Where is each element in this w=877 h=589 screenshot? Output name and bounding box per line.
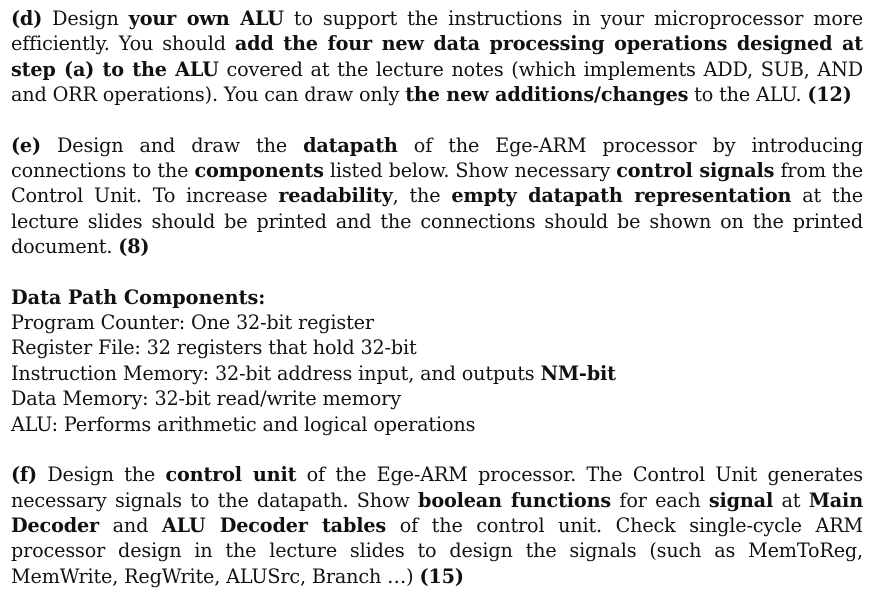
component-alu (11, 412, 863, 437)
text-run: , the (392, 184, 452, 208)
bold-text-run: (f) (11, 463, 37, 487)
bold-text-run: control signals (616, 159, 775, 183)
component-instruction-memory (11, 361, 863, 386)
component-program-counter (11, 310, 863, 335)
text-run: Program Counter: One 32-bit register (11, 311, 374, 335)
text-run: at (773, 488, 809, 512)
datapath-components-list (11, 285, 863, 437)
bold-text-run: ALU Decoder tables (161, 513, 387, 537)
text-run: covered at the lecture notes (which implements ADD, SUB, AND and ORR operations). You can draw only (11, 57, 863, 107)
text-run: for each (611, 488, 709, 512)
bold-text-run: the new additions/changes (405, 83, 689, 107)
text-run: Instruction Memory: 32-bit address input, and outputs (11, 361, 541, 385)
component-data-memory (11, 386, 863, 411)
bold-text-run: your own ALU (128, 7, 284, 30)
bold-text-run: empty datapath representation (451, 184, 792, 208)
text-run: Design the (36, 463, 166, 487)
bold-text-run: signal (708, 488, 774, 512)
bold-text-run: NM-bit (540, 361, 616, 385)
text-run: of the Ege-ARM processor. The Control Unit generates necessary signals to the datapath. Show (11, 463, 863, 512)
text-run: and (99, 513, 162, 537)
components-title: Data Path Components: (11, 285, 266, 309)
component-register-file (11, 335, 863, 360)
text-run: Design and draw the (40, 133, 304, 157)
text-run: Register File: 32 registers that hold 32-bit (11, 336, 417, 360)
bold-text-run: components (194, 159, 324, 183)
text-run: of the Ege-ARM processor by introducing connections to the (11, 133, 863, 183)
bold-text-run: Main Decoder (11, 488, 863, 537)
text-run: of the control unit. Check single-cycle ARM processor design in the lecture slides to design the signals (such as MemToReg, MemWrite, RegWrite, ALUSrc, Branch …) (11, 513, 864, 588)
bold-text-run: (e) (11, 133, 41, 157)
bold-text-run: (d) (11, 7, 43, 30)
question-d-paragraph (11, 6, 863, 108)
question-f-paragraph (11, 462, 863, 589)
bold-text-run: readability (278, 184, 393, 208)
text-run: ALU: Performs arithmetic and logical operations (11, 412, 476, 436)
bold-text-run: (15) (419, 564, 464, 588)
bold-text-run: (12) (807, 83, 852, 107)
bold-text-run: datapath (303, 133, 398, 157)
text-run: listed below. Show necessary (323, 159, 617, 183)
text-run: Data Memory: 32-bit read/write memory (11, 387, 401, 411)
bold-text-run: (8) (118, 235, 150, 259)
text-run: at the lecture slides should be printed and the connections should be shown on the printed document. (11, 184, 863, 259)
question-e-paragraph (11, 133, 863, 260)
text-run: from the Control Unit. To increase (11, 159, 863, 208)
bold-text-run: boolean functions (418, 488, 612, 512)
bold-text-run: add the four new data processing operations designed at step (a) to the ALU (11, 32, 863, 81)
bold-text-run: control unit (165, 463, 297, 487)
text-run: to support the instructions in your microprocessor more efficiently. You should (11, 7, 863, 56)
text-run: to the ALU. (688, 83, 808, 107)
text-run: Design (42, 7, 129, 30)
